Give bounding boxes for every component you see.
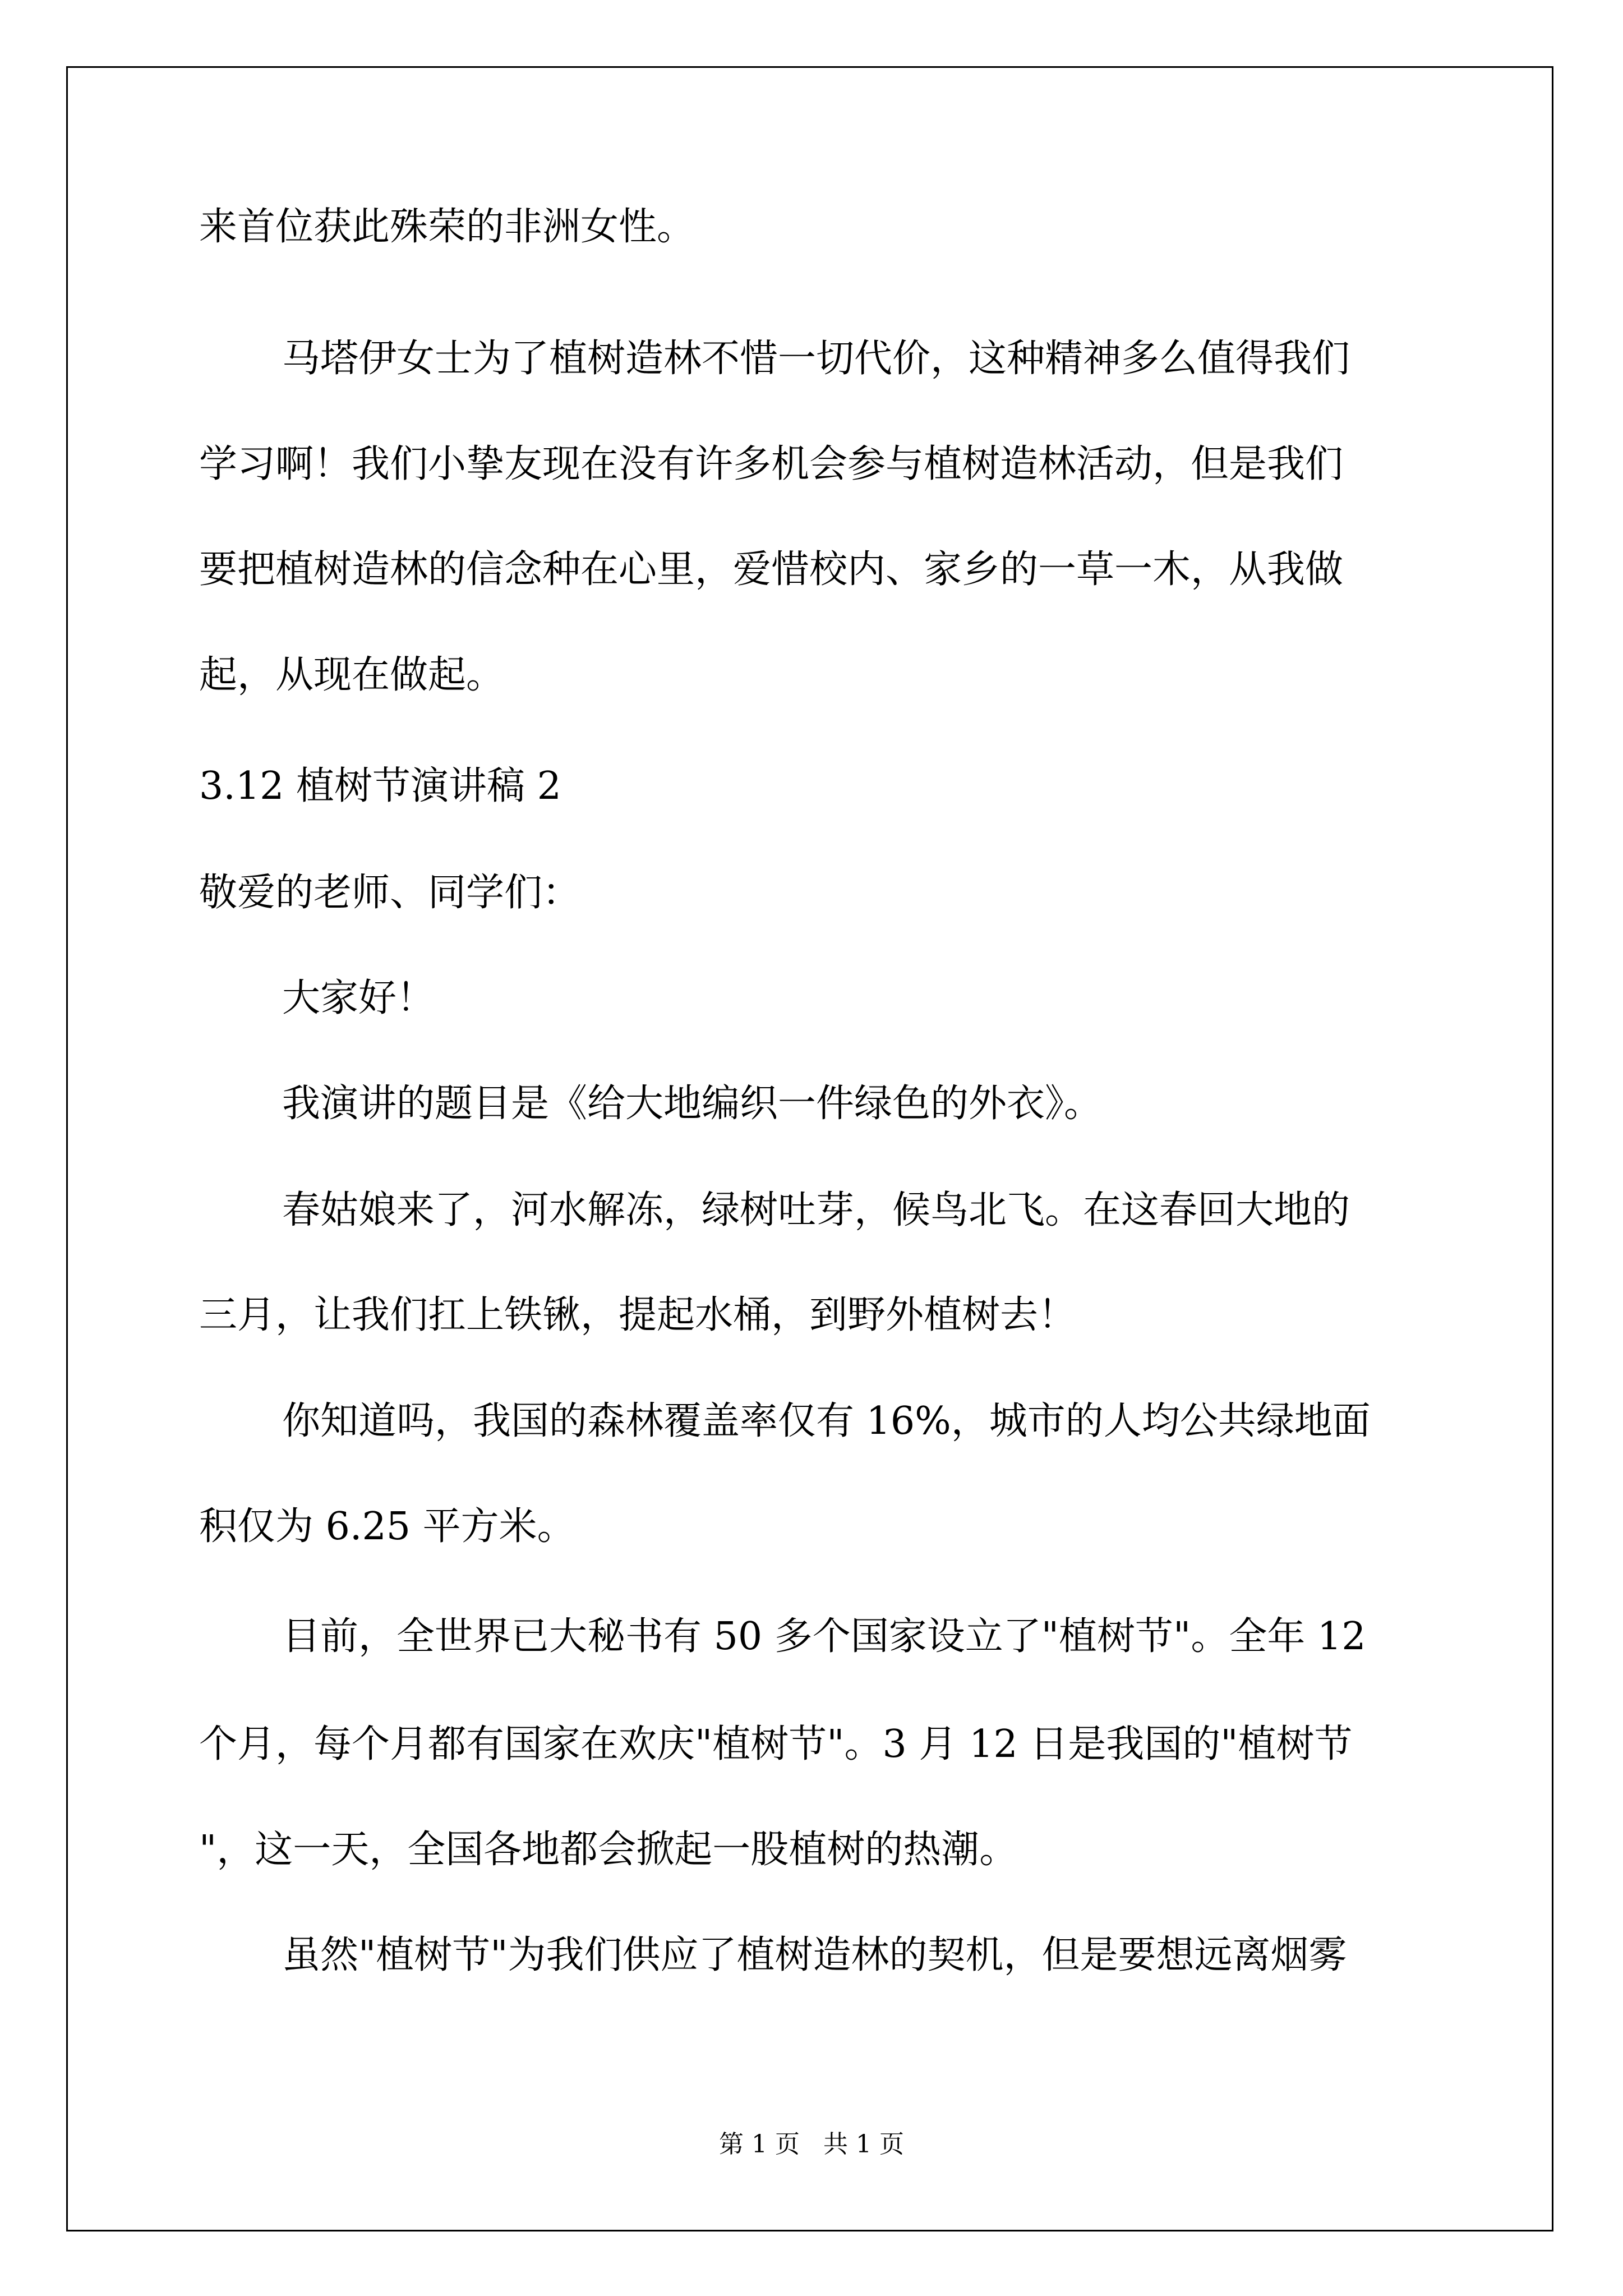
text-line: 个月，每个月都有国家在欢庆"植树节"。3 月 12 日是我国的"植树节 — [199, 1722, 1353, 1766]
text-line: 要把植树造林的信念种在心里，爱惜校内、家乡的一草一木，从我做 — [199, 547, 1344, 592]
paragraph-line: 目前，全世界已大秘书有 50 多个国家设立了"植树节"。全年 12 — [282, 1614, 1366, 1659]
text-line: 来首位获此殊荣的非洲女性。 — [199, 205, 695, 249]
greeting: 大家好！ — [282, 976, 435, 1020]
text-line: 学习啊！我们小挚友现在没有许多机会参与植树造林活动，但是我们 — [199, 442, 1344, 486]
salutation: 敬爱的老师、同学们： — [199, 871, 581, 915]
page-border — [66, 66, 1553, 2231]
text-line: "，这一天，全国各地都会掀起一股植树的热潮。 — [199, 1828, 1018, 1872]
paragraph-line: 虽然"植树节"为我们供应了植树造林的契机，但是要想远离烟雾 — [282, 1933, 1347, 1977]
paragraph-line: 你知道吗，我国的森林覆盖率仅有 16%，城市的人均公共绿地面 — [282, 1399, 1371, 1443]
page-footer: 第 1 页 共 1 页 — [719, 2130, 904, 2159]
text-line: 三月，让我们扛上铁锹，提起水桶，到野外植树去！ — [199, 1293, 1077, 1337]
paragraph-line: 马塔伊女士为了植树造林不惜一切代价，这种精神多么值得我们 — [282, 337, 1350, 381]
paragraph-line: 我演讲的题目是《给大地编织一件绿色的外衣》。 — [282, 1082, 1103, 1126]
text-line: 起，从现在做起。 — [199, 653, 505, 697]
section-heading: 3.12 植树节演讲稿 2 — [199, 764, 561, 808]
paragraph-line: 春姑娘来了，河水解冻，绿树吐芽，候鸟北飞。在这春回大地的 — [282, 1188, 1350, 1232]
text-line: 积仅为 6.25 平方米。 — [199, 1504, 575, 1549]
